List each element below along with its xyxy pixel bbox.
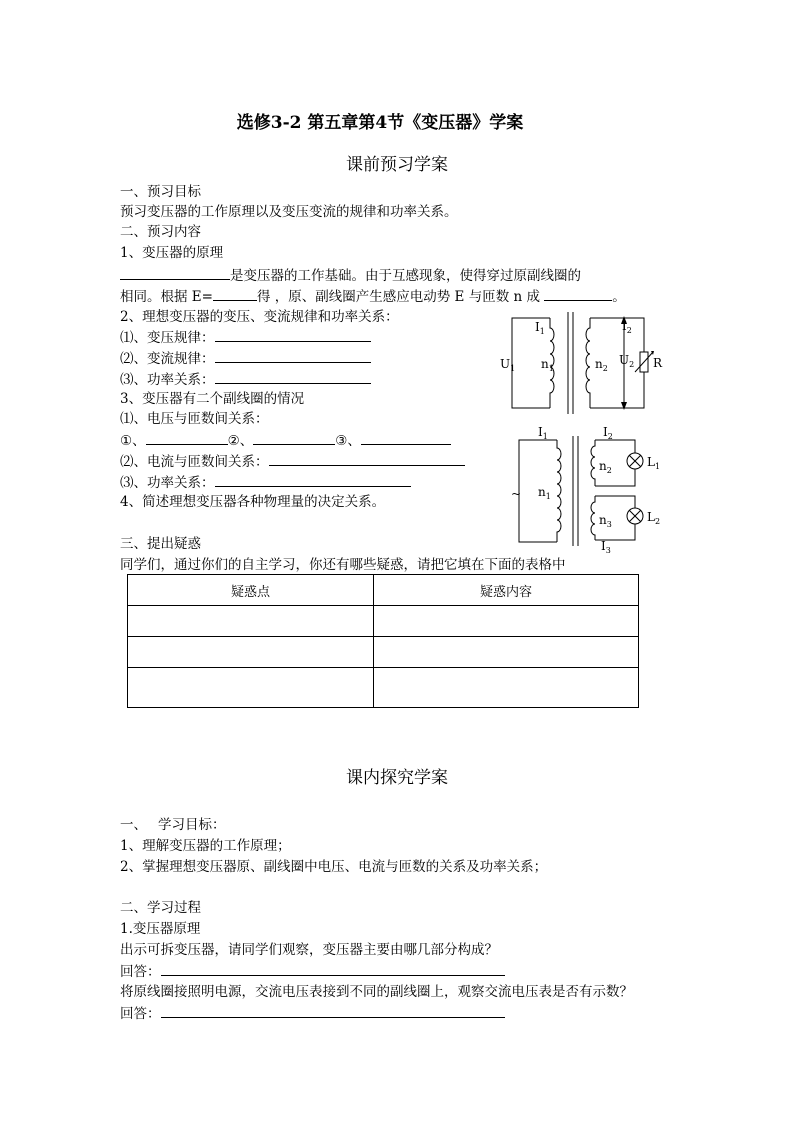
- fill-blank[interactable]: [215, 328, 371, 342]
- preview-goal-text: 预习变压器的工作原理以及变压变流的规律和功率关系。: [120, 204, 458, 220]
- determine-relation: 4、简述理想变压器各种物理量的决定关系。: [120, 494, 386, 510]
- fill-blank[interactable]: [361, 431, 451, 445]
- goal-item: 2、掌握理想变压器原、副线圈中电压、电流与匝数的关系及功率关系；: [120, 859, 548, 875]
- fill-blank[interactable]: [269, 452, 465, 466]
- answer-1: 回答：: [120, 962, 505, 981]
- label-L1: $L_1$: [647, 455, 661, 471]
- fill-blank[interactable]: [544, 287, 612, 301]
- current-rule: ⑵、变流规律：: [120, 349, 371, 368]
- inclass-heading: 课内探究学案: [346, 768, 448, 788]
- table-cell[interactable]: [128, 606, 374, 637]
- power-rule: ⑶、功率关系：: [120, 370, 371, 389]
- section-learning-process: 二、学习过程: [120, 900, 201, 916]
- label-U1: $U_1$: [500, 357, 516, 373]
- label-n2: $n_2$: [599, 459, 612, 475]
- section-doubts: 三、提出疑惑: [120, 536, 201, 552]
- voltage-rule: ⑴、变压规律：: [120, 328, 371, 347]
- fill-blank[interactable]: [215, 370, 371, 384]
- voltage-turns-blanks: ①、 ②、 ③、: [120, 431, 451, 450]
- answer-blank[interactable]: [161, 1004, 505, 1018]
- table-cell[interactable]: [128, 637, 374, 668]
- principle-line1: 是变压器的工作基础。由于互感现象，使得穿过原副线圈的: [120, 266, 581, 285]
- section-preview-content: 二、预习内容: [120, 224, 201, 240]
- table-cell[interactable]: [374, 606, 639, 637]
- table-cell[interactable]: [374, 668, 639, 708]
- transformer-diagram-1: [498, 308, 678, 418]
- label-U2: $U_2$: [619, 353, 635, 369]
- ac-source-symbol: ~: [511, 487, 522, 501]
- fill-blank[interactable]: [146, 431, 228, 445]
- table-header: 疑惑点: [128, 575, 374, 606]
- doubts-table: [127, 574, 639, 708]
- label-I1: $I_1$: [535, 320, 545, 336]
- table-row: [128, 637, 639, 668]
- label-n1: $n_1$: [538, 485, 551, 501]
- two-secondary-title: 3、变压器有二个副线圈的情况: [120, 391, 305, 407]
- fill-blank[interactable]: [120, 266, 230, 280]
- fill-blank[interactable]: [215, 473, 411, 487]
- section-preview-goal: 一、预习目标: [120, 184, 201, 200]
- principle-subtitle: 1.变压器原理: [120, 921, 201, 937]
- fill-blank[interactable]: [253, 431, 335, 445]
- page-title: 选修3-2 第五章第4节《变压器》学案: [236, 113, 524, 133]
- table-cell[interactable]: [128, 668, 374, 708]
- label-n3: $n_3$: [599, 513, 612, 529]
- ideal-transformer-title: 2、理想变压器的变压、变流规律和功率关系：: [120, 309, 399, 325]
- table-row: [128, 668, 639, 708]
- principle-line2: 相同。根据 E= 得 ，原、副线圈产生感应电动势 E 与匝数 n 成 。: [120, 289, 626, 305]
- fill-blank[interactable]: [213, 287, 257, 301]
- answer-2: 回答：: [120, 1004, 505, 1023]
- label-R: R: [653, 356, 663, 370]
- preview-heading: 课前预习学案: [346, 155, 448, 175]
- label-I1: $I_1$: [538, 425, 548, 441]
- label-n2: $n_2$: [595, 357, 608, 373]
- fill-blank[interactable]: [215, 349, 371, 363]
- principle-title: 1、变压器的原理: [120, 245, 224, 261]
- label-I2: $I_2$: [603, 425, 613, 441]
- table-row: [128, 606, 639, 637]
- question-2: 将原线圈接照明电源，交流电压表接到不同的副线圈上，观察交流电压表是否有示数？: [120, 984, 633, 1000]
- section-learning-goals: 一、 学习目标：: [120, 817, 226, 833]
- label-I3: $I_3$: [601, 539, 611, 554]
- label-L2: $L_2$: [647, 510, 661, 526]
- label-I2: $I_2$: [622, 319, 632, 335]
- transformer-diagram-2: [505, 424, 675, 554]
- doubts-instruction: 同学们，通过你们的自主学习，你还有哪些疑惑，请把它填在下面的表格中: [120, 557, 566, 573]
- table-header: 疑惑内容: [374, 575, 639, 606]
- current-turns-relation: ⑵、电流与匝数间关系：: [120, 452, 465, 471]
- answer-blank[interactable]: [161, 962, 505, 976]
- label-n1: $n_1$: [541, 357, 554, 373]
- table-cell[interactable]: [374, 637, 639, 668]
- question-1: 出示可拆变压器，请同学们观察，变压器主要由哪几部分构成？: [120, 942, 498, 958]
- power-relation: ⑶、功率关系：: [120, 473, 411, 492]
- goal-item: 1、理解变压器的工作原理；: [120, 838, 291, 854]
- voltage-turns-relation: ⑴、电压与匝数间关系：: [120, 411, 269, 427]
